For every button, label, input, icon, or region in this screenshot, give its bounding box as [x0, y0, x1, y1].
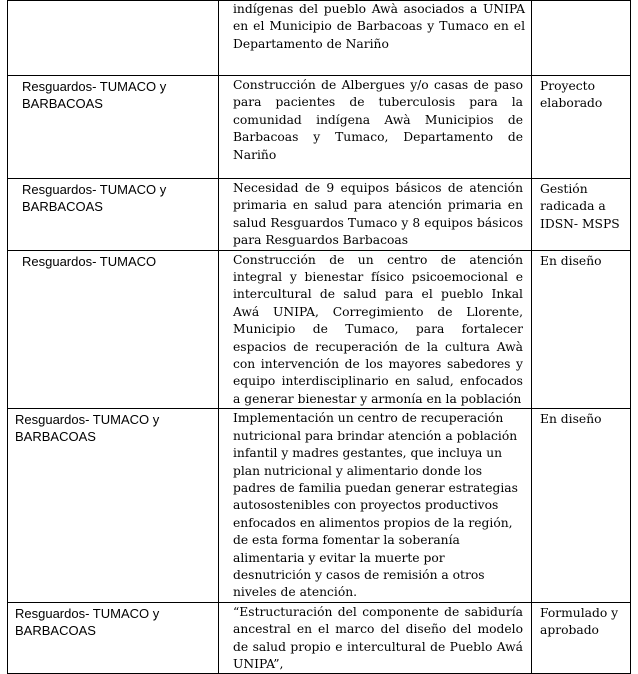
status-cell: Formulado y aprobado: [532, 602, 631, 674]
status-cell: Proyecto elaborado: [532, 76, 631, 179]
location-cell: Resguardos- TUMACO y BARBACOAS: [8, 409, 219, 602]
table-row: [8, 250, 631, 409]
projects-table: [7, 0, 631, 674]
location-cell: [8, 1, 219, 76]
table-row: [8, 409, 631, 602]
table-row: [8, 179, 631, 251]
description-cell: indígenas del pueblo Awà asociados a UNIPA en el Municipio de Barbacoas y Tumaco en el Departamento de Nariño: [219, 1, 532, 76]
description-cell: Necesidad de 9 equipos básicos de atención primaria en salud para atención primaria en salud Resguardos Tumaco y 8 equipos básicos para Resguardos Barbacoas: [219, 179, 532, 251]
location-cell: Resguardos- TUMACO y BARBACOAS: [8, 179, 219, 251]
location-cell: Resguardos- TUMACO: [8, 250, 219, 409]
location-cell: Resguardos- TUMACO y BARBACOAS: [8, 76, 219, 179]
description-cell: Construcción de Albergues y/o casas de paso para pacientes de tuberculosis para la comunidad indígena Awà Municipios de Barbacoas y Tumaco, Departamento de Nariño: [219, 76, 532, 179]
description-cell: “Estructuración del componente de sabiduría ancestral en el marco del diseño del modelo de salud propio e intercultural de Pueblo Awá UNIPA”,: [219, 602, 532, 674]
table-row: [8, 1, 631, 76]
description-cell: Implementación un centro de recuperación nutricional para brindar atención a población infantil y madres gestantes, que incluya un plan nutricional y alimentario donde los padres de familia puedan generar estrategias autosostenibles con proyectos productivos enfocados en alimentos propios de la región, de esta forma fomentar la soberanía alimentaria y evitar la muerte por desnutrición y casos de remisión a otros niveles de atención.: [219, 409, 532, 602]
status-cell: En diseño: [532, 409, 631, 602]
location-cell: Resguardos- TUMACO y BARBACOAS: [8, 602, 219, 674]
table-row: [8, 76, 631, 179]
description-cell: Construcción de un centro de atención integral y bienestar físico psicoemocional e intercultural de salud para el pueblo Inkal Awá UNIPA, Corregimiento de Llorente, Municipio de Tumaco, para fortalecer espacios de recuperación de la cultura Awà con intervención de los mayores sabedores y equipo interdisciplinario en salud, enfocados a generar bienestar y armonía en la población: [219, 250, 532, 409]
table-row: [8, 602, 631, 674]
status-cell: [532, 1, 631, 76]
status-cell: En diseño: [532, 250, 631, 409]
status-cell: Gestión radicada a IDSN- MSPS: [532, 179, 631, 251]
